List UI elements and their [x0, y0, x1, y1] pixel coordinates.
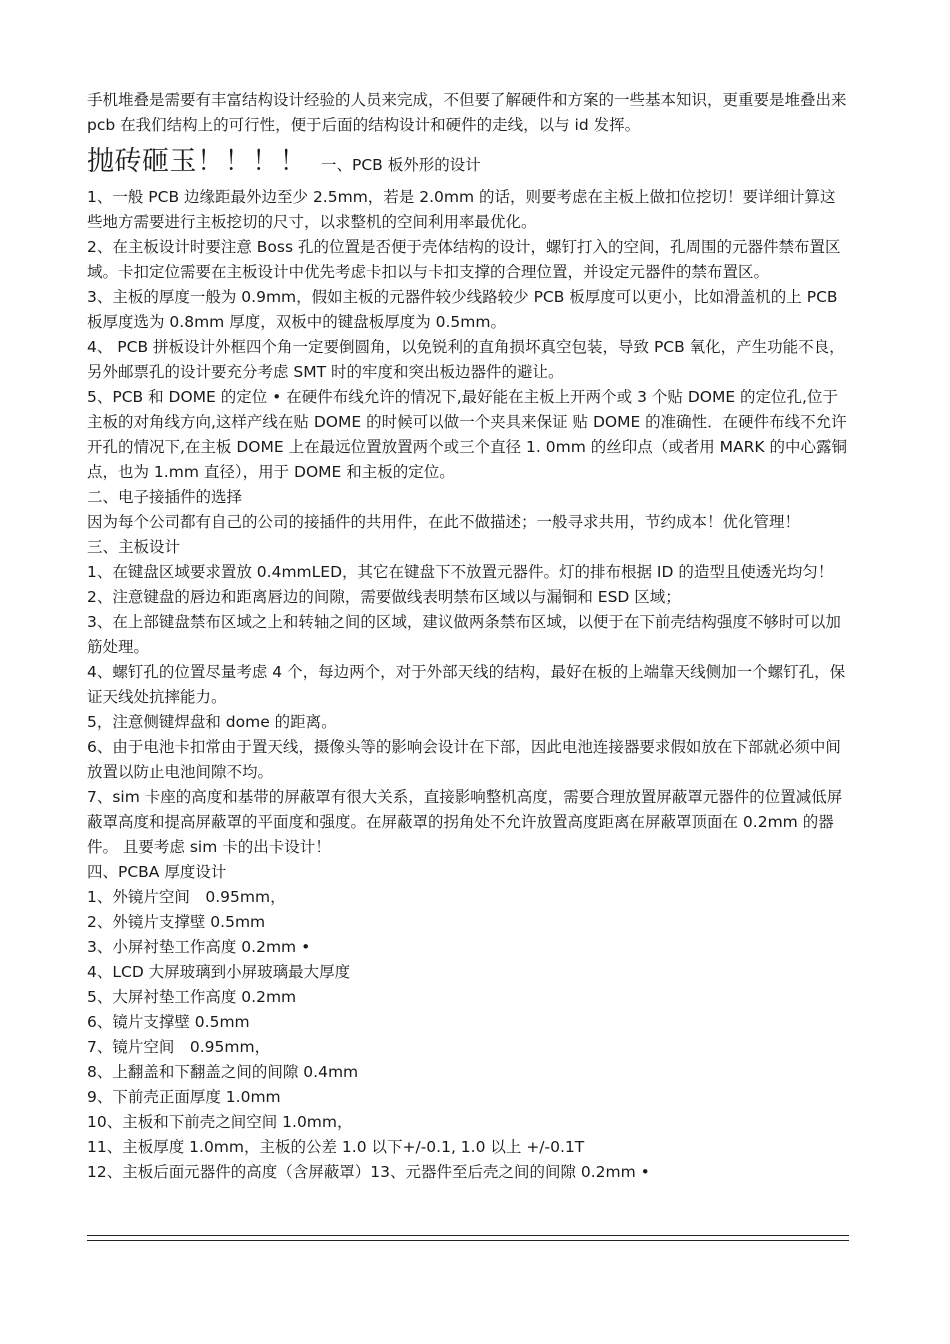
paragraph: 3、主板的厚度一般为 0.9mm，假如主板的元器件较少线路较少 PCB 板厚度可以更小，比如滑盖机的上 PCB 板厚度选为 0.8mm 厚度，双板中的键盘板厚度为 0.5mm。	[87, 288, 838, 331]
paragraph: 3、在上部键盘禁布区域之上和转轴之间的区域，建议做两条禁布区域，以便于在下前壳结构强度不够时可以加筋处理。	[87, 613, 841, 656]
list-item: 6、镜片支撑壁 0.5mm	[87, 1013, 250, 1031]
section-title: 四、PCBA 厚度设计	[87, 863, 227, 881]
list-item: 3、小屏衬垫工作高度 0.2mm •	[87, 938, 311, 956]
heading-pcb-outline: 一、PCB 板外形的设计	[321, 156, 481, 174]
bottom-double-rule	[87, 1235, 849, 1241]
paragraph: 5、PCB 和 DOME 的定位 • 在硬件布线允许的情况下,最好能在主板上开两个或 3 个贴 DOME 的定位孔,位于主板的对角线方向,这样产线在贴 DOME 的时候可以做一个夹具来保证 贴 DOME 的准确性．在硬件布线不允许开孔的情况下,在主板 DOME 上在最远位置放置两个或三个直径 1. 0mm 的丝印点（或者用 MARK 的中心露铜点，也为 1.mm 直径），用于 DOME 和主板的定位。	[87, 388, 847, 481]
section-title: 三、主板设计	[87, 538, 181, 556]
section-heading	[87, 144, 849, 183]
list-item: 7、镜片空间 0.95mm，	[87, 1038, 271, 1056]
list-item: 12、主板后面元器件的高度（含屏蔽罩）13、元器件至后壳之间的间隙 0.2mm •	[87, 1163, 650, 1181]
list-item: 11、主板厚度 1.0mm，主板的公差 1.0 以下+/-0.1, 1.0 以上 +/-0.1T	[87, 1138, 585, 1156]
heading-big: 抛砖砸玉！！！！	[87, 146, 307, 177]
list-item: 10、主板和下前壳之间空间 1.0mm，	[87, 1113, 353, 1131]
list-item: 8、上翻盖和下翻盖之间的间隙 0.4mm	[87, 1063, 359, 1081]
paragraph: 2、注意键盘的唇边和距离唇边的间隙，需要做线表明禁布区域以与漏铜和 ESD 区域；	[87, 588, 681, 606]
list-item: 4、LCD 大屏玻璃到小屏玻璃最大厚度	[87, 963, 351, 981]
list-item: 2、外镜片支撑壁 0.5mm	[87, 913, 266, 931]
paragraph: 7、sim 卡座的高度和基带的屏蔽罩有很大关系，直接影响整机高度，需要合理放置屏蔽罩元器件的位置减低屏蔽罩高度和提高屏蔽罩的平面度和强度。在屏蔽罩的拐角处不允许放置高度距离在屏蔽罩顶面在 0.2mm 的器件。 且要考虑 sim 卡的出卡设计！	[87, 788, 843, 856]
list-item: 1、外镜片空间 0.95mm，	[87, 888, 286, 906]
list-item: 9、下前壳正面厚度 1.0mm	[87, 1088, 281, 1106]
paragraph: 4、螺钉孔的位置尽量考虑 4 个，每边两个，对于外部天线的结构，最好在板的上端靠天线侧加一个螺钉孔，保证天线处抗摔能力。	[87, 663, 846, 706]
list-item: 5、大屏衬垫工作高度 0.2mm	[87, 988, 297, 1006]
paragraph: 2、在主板设计时要注意 Boss 孔的位置是否便于壳体结构的设计，螺钉打入的空间，孔周围的元器件禁布置区域。卡扣定位需要在主板设计中优先考虑卡扣以与卡扣支撑的合理位置，并设定元器件的禁布置区。	[87, 238, 841, 281]
paragraph: 1、一般 PCB 边缘距最外边至少 2.5mm，若是 2.0mm 的话，则要考虑在主板上做扣位挖切！要详细计算这些地方需要进行主板挖切的尺寸，以求整机的空间利用率最优化。	[87, 188, 836, 231]
paragraph: 5，注意侧键焊盘和 dome 的距离。	[87, 713, 337, 731]
intro-paragraph: 手机堆叠是需要有丰富结构设计经验的人员来完成，不但要了解硬件和方案的一些基本知识，更重要是堆叠出来 pcb 在我们结构上的可行性，便于后面的结构设计和硬件的走线，以与 id 发挥。	[87, 91, 847, 134]
paragraph: 1、在键盘区域要求置放 0.4mmLED，其它在键盘下不放置元器件。灯的排布根据 ID 的造型且使透光均匀！	[87, 563, 834, 581]
section-title: 二、电子接插件的选择	[87, 488, 243, 506]
document-body	[87, 88, 849, 1185]
paragraph: 因为每个公司都有自己的公司的接插件的共用件，在此不做描述；一般寻求共用，节约成本！优化管理！	[87, 513, 801, 531]
paragraph: 4、 PCB 拼板设计外框四个角一定要倒圆角，以免锐利的直角损坏真空包装，导致 PCB 氧化，产生功能不良，另外邮票孔的设计要充分考虑 SMT 时的牢度和突出板边器件的避让。	[87, 338, 845, 381]
paragraph: 6、由于电池卡扣常由于置天线，摄像头等的影响会设计在下部，因此电池连接器要求假如放在下部就必须中间放置以防止电池间隙不均。	[87, 738, 841, 781]
